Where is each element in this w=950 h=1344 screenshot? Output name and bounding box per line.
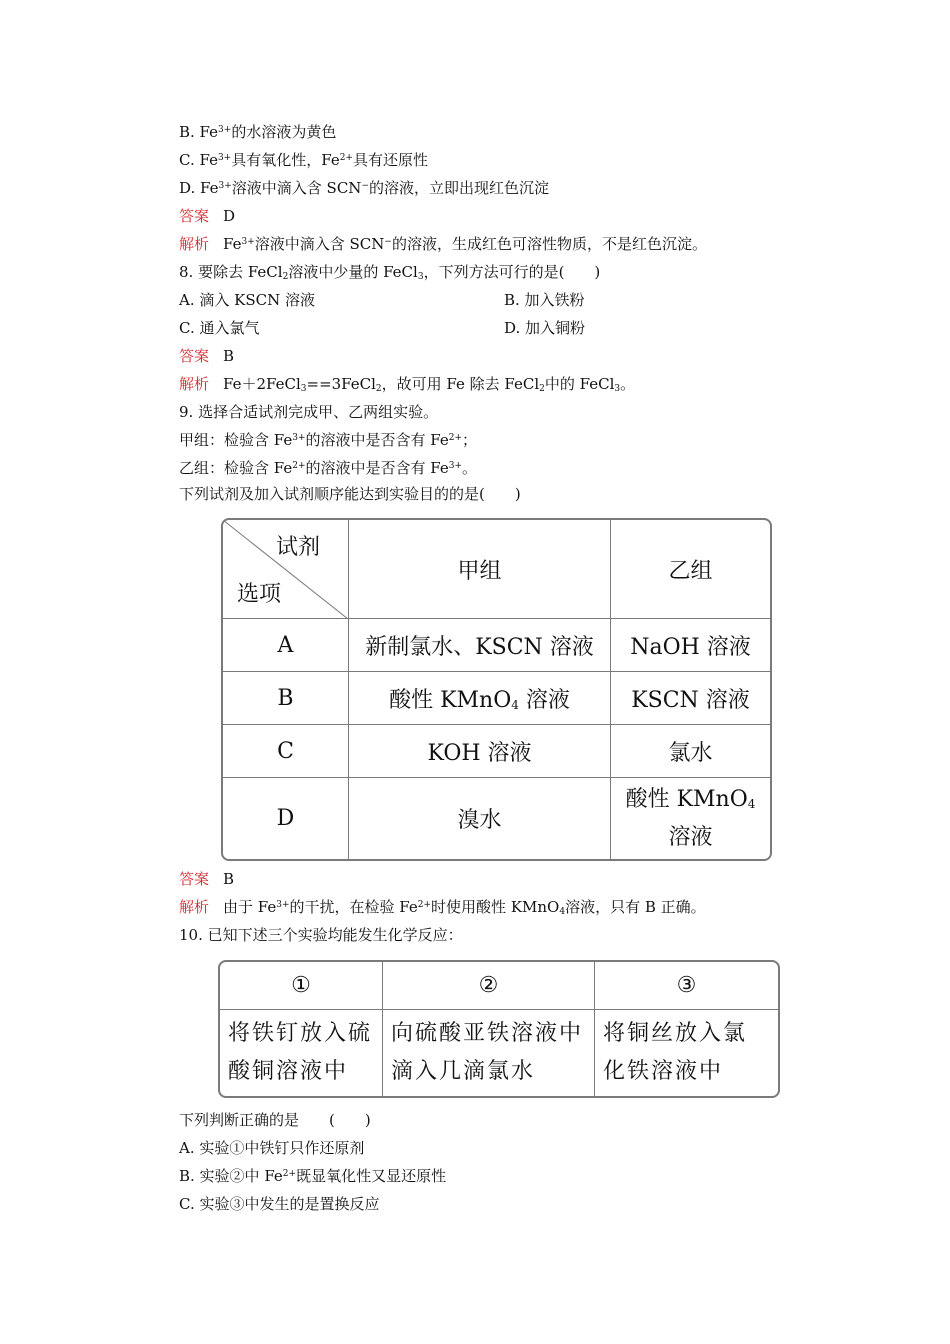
q10-option-a: A. 实验①中铁钉只作还原剂 [179,1139,365,1157]
table-row [223,672,770,725]
q7-option-b: B. $Fe^{3+}$的水溶液为黄色 [179,123,337,141]
q9-analysis: 解析 由于 $Fe^{3+}$的干扰，在检验 $Fe^{2+}$时使用酸性 KMnO$_4$溶液，只有 B 正确。 [179,898,706,917]
q9-stem: 9. 选择合适试剂完成甲、乙两组实验。 [179,403,439,421]
experiment-1-header: ① [220,962,383,1010]
experiment-3-header: ③ [595,962,778,1010]
row-group-b: 酸性 KMnO$_4$ 溶液 [625,786,756,850]
q10-option-b: B. 实验②中 $Fe^{2+}$既显氧化性又显还原性 [179,1167,447,1185]
q8-analysis: 解析 Fe＋2FeCl$_3$==3FeCl$_2$，故可用 Fe 除去 FeCl$_2$中的 FeCl$_3$。 [179,375,636,394]
analysis-label: 解析 [179,375,210,393]
q7-answer: 答案 D [179,207,236,225]
q9-group-b: 乙组：检验含 $Fe^{2+}$的溶液中是否含有 $Fe^{3+}$。 [179,459,478,477]
row-option: D [223,778,349,859]
row-option: A [223,619,349,672]
q8-answer: 答案 B [179,347,235,365]
q7-option-c: C. $Fe^{3+}$具有氧化性，$Fe^{2+}$具有还原性 [179,151,428,169]
q10-experiment-table [218,960,780,1098]
row-group-a: 新制氯水、KSCN 溶液 [349,619,611,672]
analysis-label: 解析 [179,898,210,916]
table-row [223,725,770,778]
table-diagonal-header [223,520,349,619]
row-group-b: 氯水 [611,725,770,778]
q9-answer: 答案 B [179,870,235,888]
q8-option-a: A. 滴入 KSCN 溶液 [179,291,315,309]
q9-group-a: 甲组：检验含 $Fe^{3+}$的溶液中是否含有 $Fe^{2+}$； [179,431,478,449]
row-group-a: 酸性 KMnO$_4$ 溶液 [349,672,611,725]
row-group-b: KSCN 溶液 [611,672,770,725]
analysis-label: 解析 [179,235,210,253]
experiment-1-desc: 将铁钉放入硫酸铜溶液中 [220,1010,383,1096]
experiment-3-desc: 将铜丝放入氯化铁溶液中 [603,1021,748,1084]
header-option: 选项 [237,582,282,607]
header-group-b: 乙组 [611,520,770,619]
row-group-a: 溴水 [349,778,611,859]
q9-question: 下列试剂及加入试剂顺序能达到实验目的的是( ) [179,485,521,503]
answer-label: 答案 [179,870,210,888]
q10-stem: 10. 已知下述三个实验均能发生化学反应： [179,926,463,944]
q8-option-b: B. 加入铁粉 [504,291,585,309]
answer-label: 答案 [179,347,210,365]
row-option: B [223,672,349,725]
header-group-a: 甲组 [349,520,611,619]
answer-label: 答案 [179,207,210,225]
q9-reagent-table [221,518,772,861]
table-row [223,778,770,859]
q7-option-d: D. $Fe^{3+}$溶液中滴入含 SCN−的溶液，立即出现红色沉淀 [179,179,549,197]
q8-option-d: D. 加入铜粉 [504,319,586,337]
row-option: C [223,725,349,778]
q7-analysis: 解析 $Fe^{3+}$溶液中滴入含 SCN−的溶液，生成红色可溶性物质，不是红色沉淀。 [179,235,707,253]
q8-option-c: C. 通入氯气 [179,319,260,337]
q8-stem: 8. 要除去 FeCl$_2$溶液中少量的 FeCl$_3$，下列方法可行的是( ) [179,263,601,282]
q10-option-c: C. 实验③中发生的是置换反应 [179,1195,380,1213]
row-group-b: NaOH 溶液 [611,619,770,672]
row-group-a: KOH 溶液 [349,725,611,778]
experiment-2-desc: 向硫酸亚铁溶液中滴入几滴氯水 [383,1010,595,1096]
header-reagent: 试剂 [275,535,320,560]
table-row [223,619,770,672]
q10-question: 下列判断正确的是 ( ) [179,1111,371,1129]
experiment-2-header: ② [383,962,595,1010]
